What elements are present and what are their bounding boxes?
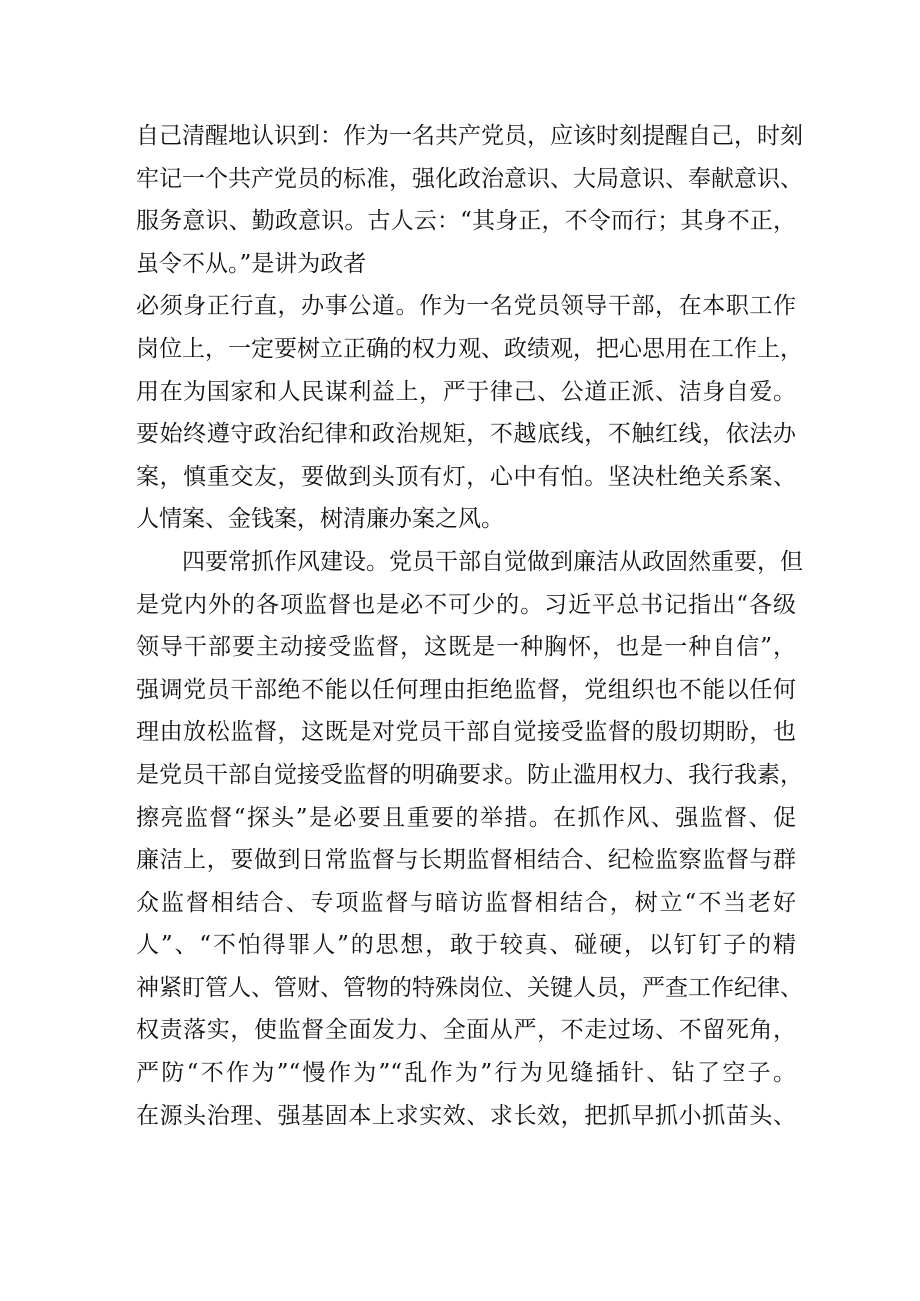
body-text [136,115,803,1137]
text-line: 擦亮监督“探头”是必要且重要的举措。在抓作风、强监督、促 [136,804,796,831]
text-line: 岗位上，一定要树立正确的权力观、政绩观，把心思用在工作上， [136,335,803,362]
text-line: 强调党员干部绝不能以任何理由拒绝监督，党组织也不能以任何 [136,676,796,703]
text-line: 权责落实，使监督全面发力、全面从严，不走过场、不留死角， [136,1017,796,1044]
text-line: 众监督相结合、专项监督与暗访监督相结合，树立“不当老好 [136,889,796,916]
text-line: 必须身正行直，办事公道。作为一名党员领导干部，在本职工作 [136,293,796,320]
text-line: 神紧盯管人、管财、管物的特殊岗位、关键人员，严查工作纪律、 [136,974,803,1001]
text-line: 理由放松监督，这既是对党员干部自觉接受监督的殷切期盼，也 [136,719,796,746]
text-line: 用在为国家和人民谋利益上，严于律己、公道正派、洁身自爱。 [136,378,796,405]
text-line: 领导干部要主动接受监督，这既是一种胸怀，也是一种自信”， [136,634,796,661]
text-line: 人”、“不怕得罪人”的思想，敢于较真、碰硬，以钉钉子的精 [136,932,796,959]
text-line: 要始终遵守政治纪律和政治规矩，不越底线，不触红线，依法办 [136,421,796,448]
text-line: 案，慎重交友，要做到头顶有灯，心中有怕。坚决杜绝关系案、 [136,463,796,490]
text-line: 在源头治理、强基固本上求实效、求长效，把抓早抓小抓苗头、 [136,1102,796,1129]
text-line: 人情案、金钱案，树清廉办案之风。 [136,506,504,533]
text-line: 服务意识、勤政意识。古人云：“其身正，不令而行；其身不正， [136,208,796,235]
text-line: 自己清醒地认识到：作为一名共产党员，应该时刻提醒自己，时刻 [136,123,803,149]
text-line: 是党员干部自觉接受监督的明确要求。防止滥用权力、我行我素， [136,761,803,788]
text-line: 严防“不作为”“慢作为”“乱作为”行为见缝插针、钻了空子。 [136,1060,796,1087]
text-line: 是党内外的各项监督也是必不可少的。习近平总书记指出“各级 [136,591,796,618]
text-line: 虽令不从。”是讲为政者 [136,250,367,277]
paragraph-start-line: 四要常抓作风建设。党员干部自觉做到廉洁从政固然重要，但 [182,548,803,575]
text-line: 牢记一个共产党员的标准，强化政治意识、大局意识、奉献意识、 [136,165,803,192]
text-line: 廉洁上，要做到日常监督与长期监督相结合、纪检监察监督与群 [136,847,796,874]
